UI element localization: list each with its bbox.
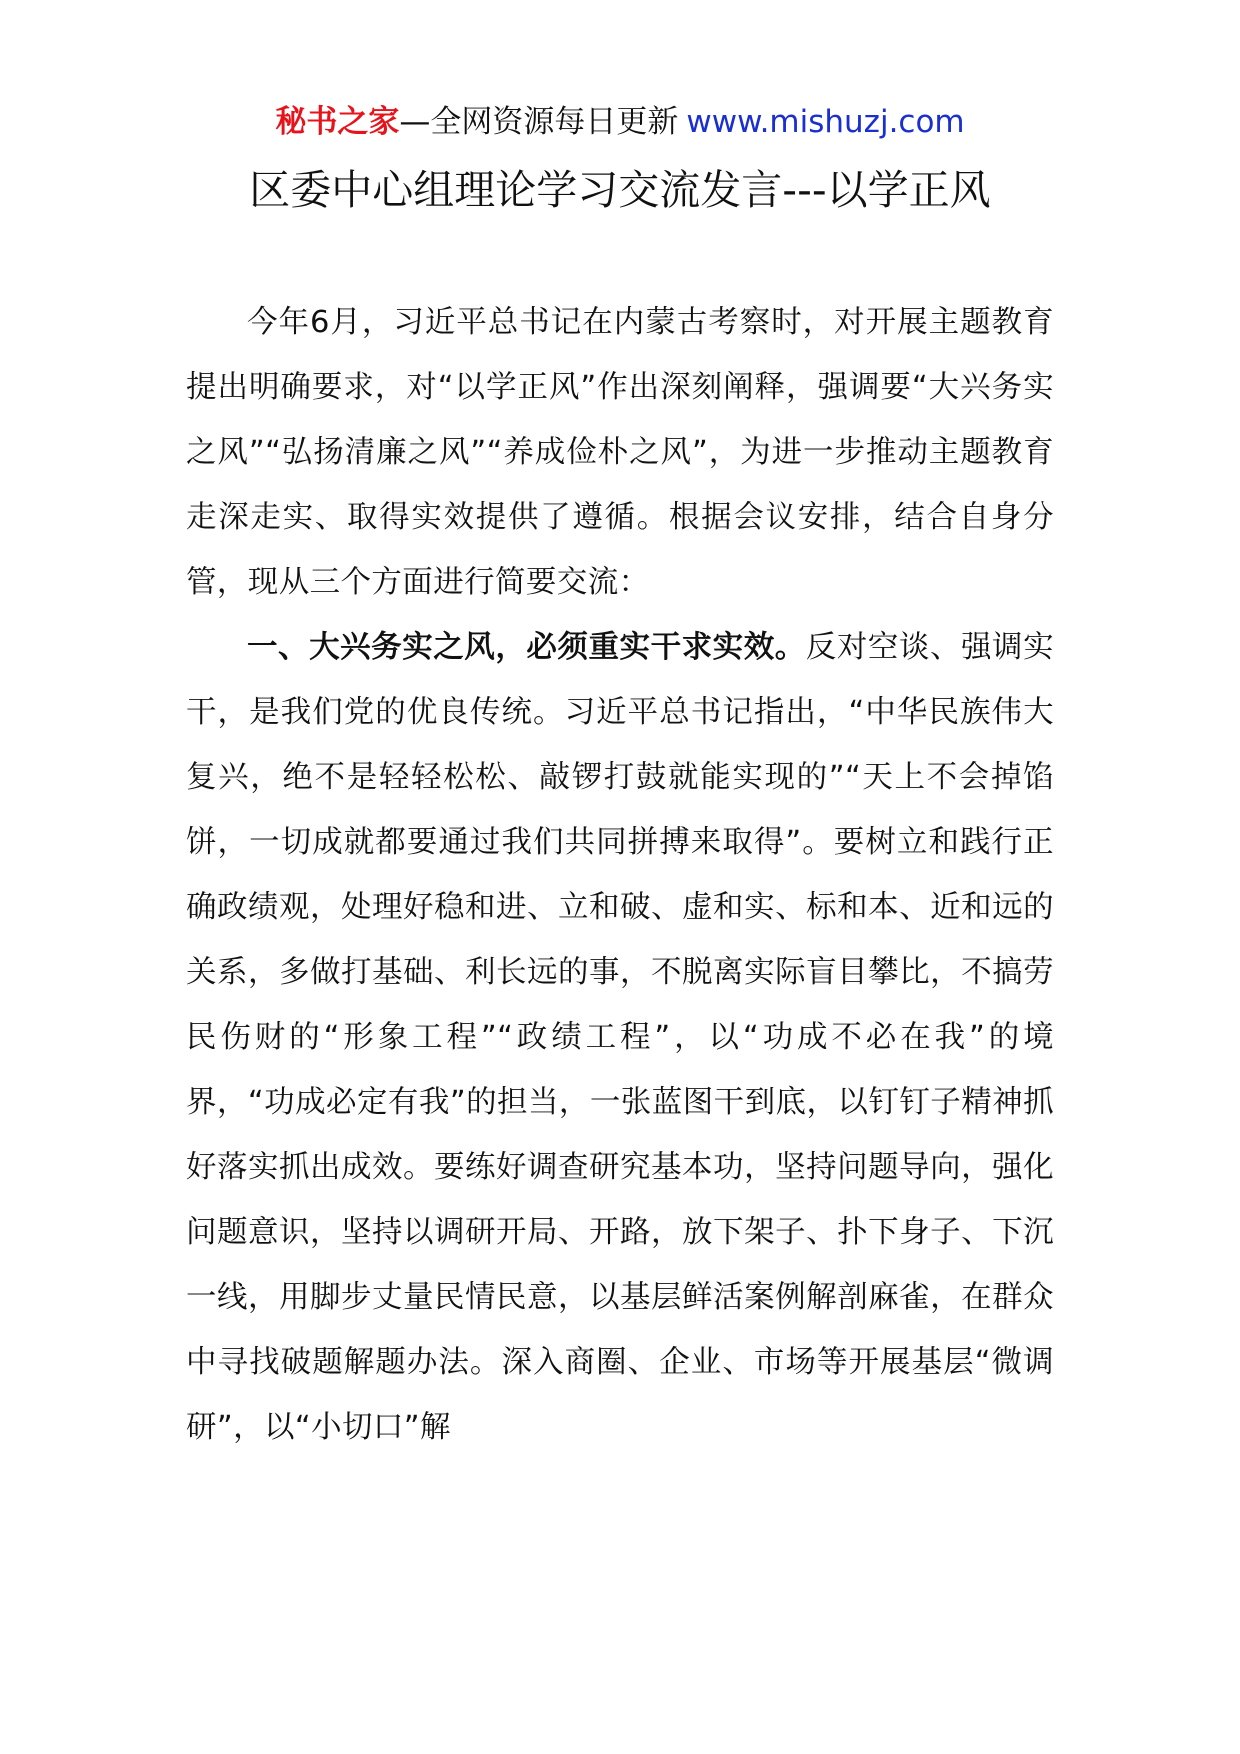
- paragraph-text: 今年6月，习近平总书记在内蒙古考察时，对开展主题教育提出明确要求，对“以学正风”作出深刻阐释，强调要“大兴务实之风”“弘扬清廉之风”“养成俭朴之风”，为进一步推动主题教育走深走实、取得实效提供了遵循。根据会议安排，结合自身分管，现从三个方面进行简要交流：: [186, 305, 1054, 600]
- paragraph-heading: 一、大兴务实之风，必须重实干求实效。: [247, 630, 806, 665]
- document-title: 区委中心组理论学习交流发言---以学正风: [249, 166, 991, 214]
- site-tagline: —全网资源每日更新: [399, 104, 679, 140]
- document-body: [186, 290, 1054, 1460]
- site-header: [0, 100, 1240, 144]
- site-url-link[interactable]: www.mishuzj.com: [686, 104, 965, 140]
- paragraph-section-one: [186, 615, 1054, 1460]
- brand-name: 秘书之家: [275, 104, 400, 140]
- paragraph-text: 反对空谈、强调实干，是我们党的优良传统。习近平总书记指出，“中华民族伟大复兴，绝不是轻轻松松、敲锣打鼓就能实现的”“天上不会掉馅饼，一切成就都要通过我们共同拼搏来取得”。要树立和践行正确政绩观，处理好稳和进、立和破、虚和实、标和本、近和远的关系，多做打基础、利长远的事，不脱离实际盲目攀比，不搞劳民伤财的“形象工程”“政绩工程”，以“功成不必在我”的境界，“功成必定有我”的担当，一张蓝图干到底，以钉钉子精神抓好落实抓出成效。要练好调查研究基本功，坚持问题导向，强化问题意识，坚持以调研开局、开路，放下架子、扑下身子、下沉一线，用脚步丈量民情民意，以基层鲜活案例解剖麻雀，在群众中寻找破题解题办法。深入商圈、企业、市场等开展基层“微调研”，以“小切口”解: [186, 630, 1055, 1445]
- paragraph-intro: [186, 290, 1054, 615]
